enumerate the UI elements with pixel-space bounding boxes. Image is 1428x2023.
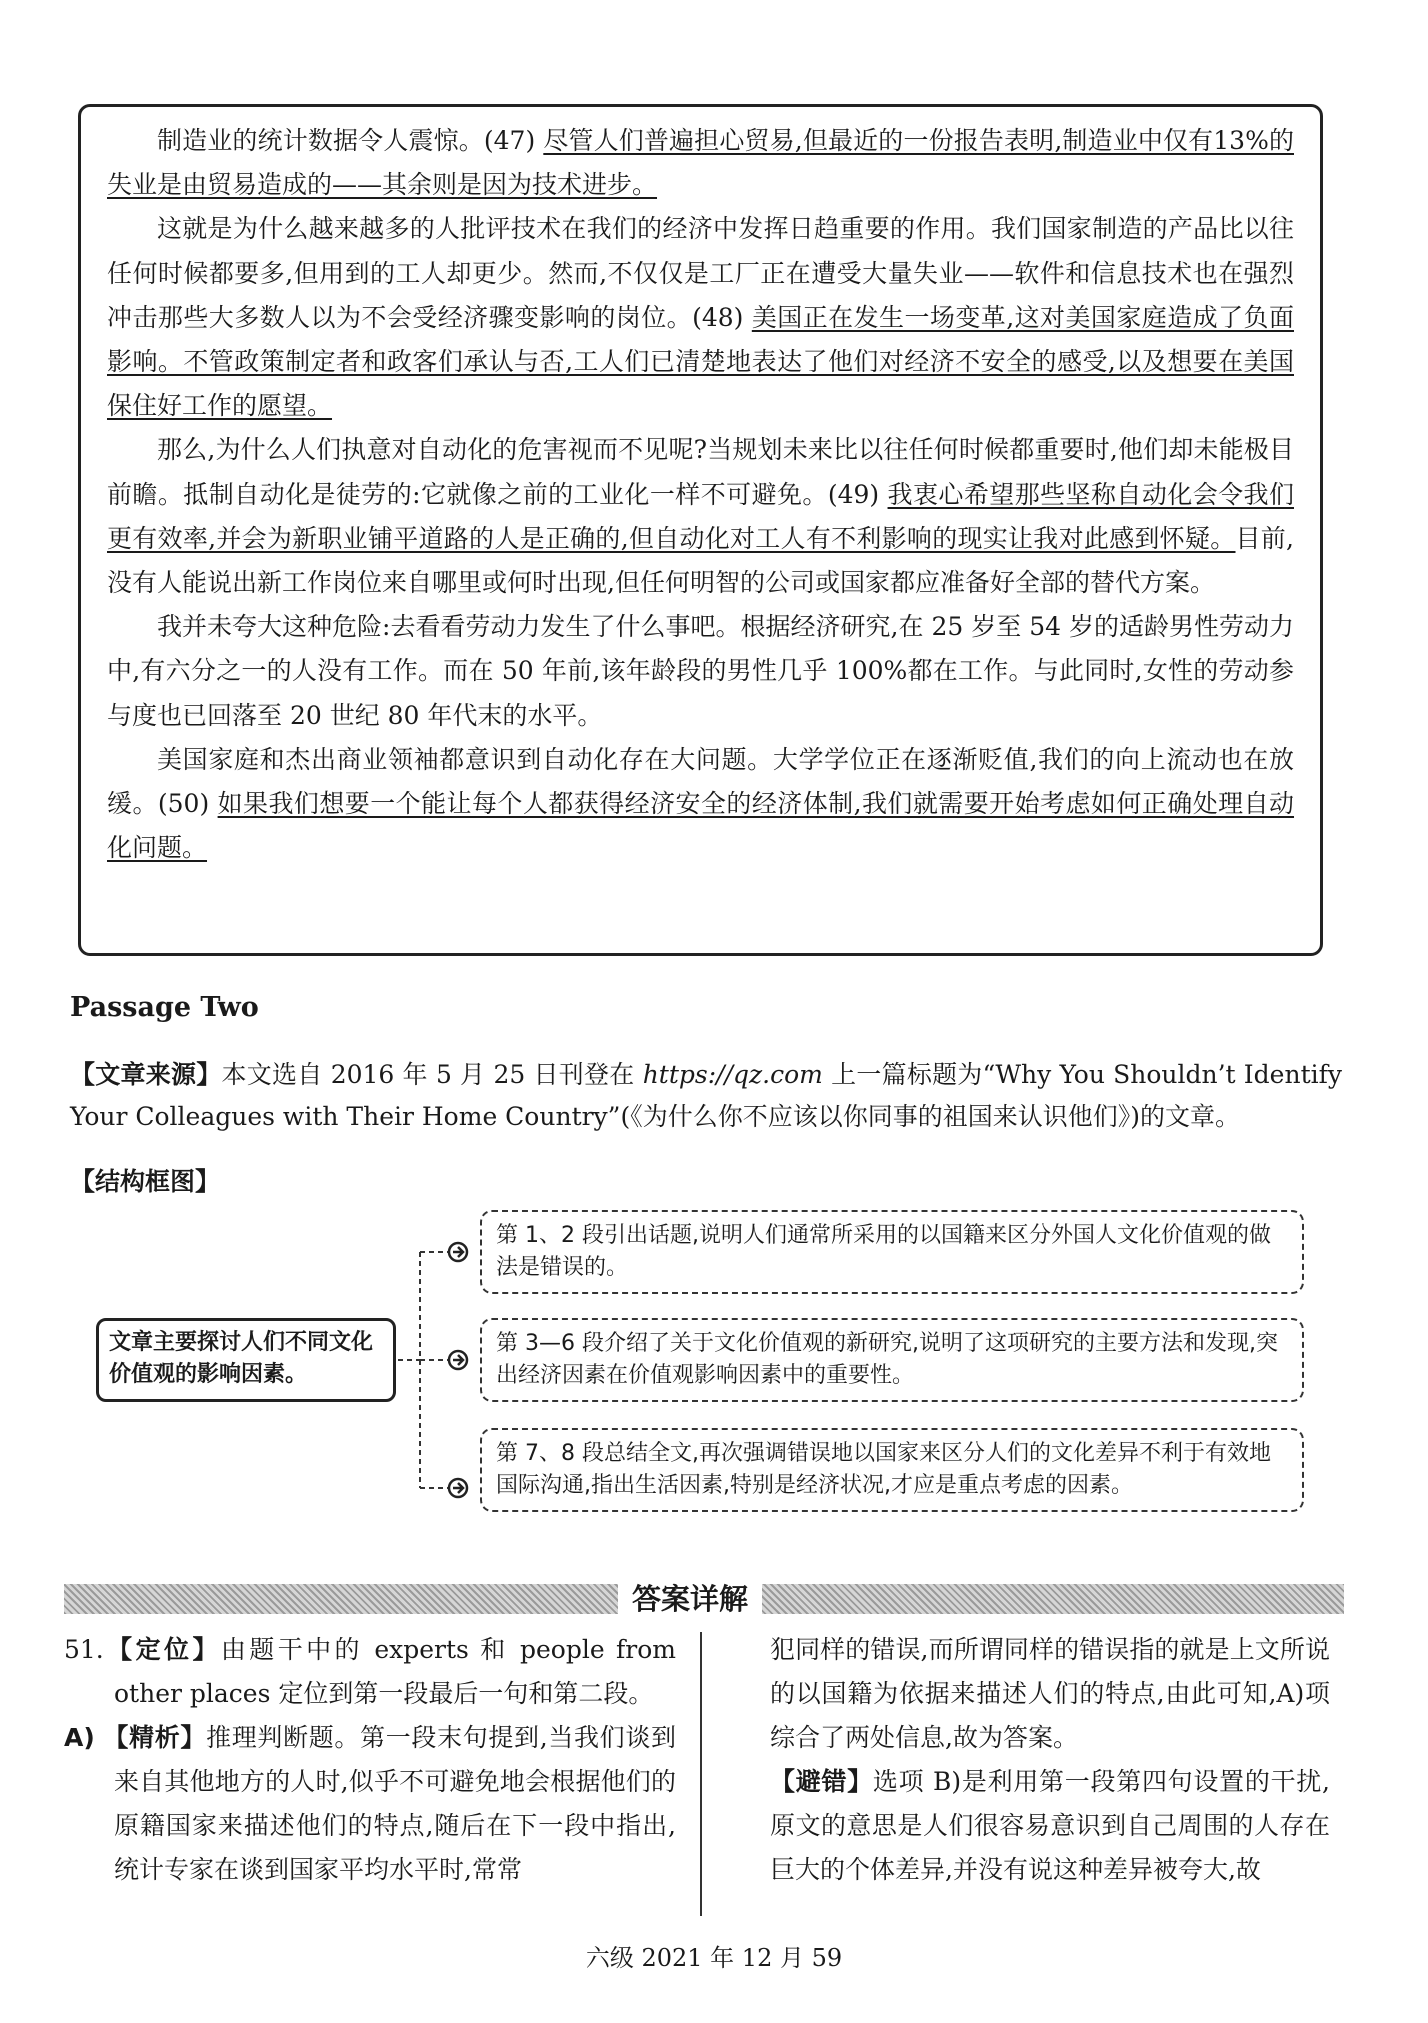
answer-header-title: 答案详解 <box>618 1578 762 1620</box>
q51-analysis-continued: 犯同样的错误,而所谓同样的错误指的就是上文所说的以国籍为依据来描述人们的特点,由此可知,A)项综合了两处信息,故为答案。 <box>770 1635 1330 1752</box>
translation-paragraph-4: 我并未夸大这种危险:去看看劳动力发生了什么事吧。根据经济研究,在 25 岁至 54 岁的适龄男性劳动力中,有六分之一的人没有工作。而在 50 年前,该年龄段的男性几乎 100%都在工作。与此同时,女性的劳动参与度也已回落至 20 世纪 80 年代末的水平。 <box>107 612 1294 730</box>
translation-paragraph-1: 制造业的统计数据令人震惊。(47) 尽管人们普遍担心贸易,但最近的一份报告表明,制造业中仅有13%的失业是由贸易造成的——其余则是因为技术进步。 <box>107 126 1294 200</box>
passage-two-title: Passage Two <box>70 992 259 1023</box>
answer-column-left <box>64 1628 676 1892</box>
q51-locate: 51.【定位】由题干中的 experts 和 people from other places 定位到第一段最后一句和第二段。 <box>64 1635 676 1708</box>
column-divider <box>700 1632 702 1916</box>
source-label: 【文章来源】 <box>70 1060 222 1089</box>
translation-paragraph-3: 那么,为什么人们执意对自动化的危害视而不见呢?当规划未来比以往任何时候都重要时,他们却未能极目前瞻。抵制自动化是徒劳的:它就像之前的工业化一样不可避免。(49) 我衷心希望那些坚称自动化会令我们更有效率,并会为新职业铺平道路的人是正确的,但自动化对工人有不利影响的现实让我对此感到怀疑。目前,没有人能说出新工作岗位来自哪里或何时出现,但任何明智的公司或国家都应准备好全部的替代方案。 <box>107 435 1294 598</box>
structure-label: 【结构框图】 <box>70 1167 221 1196</box>
source-url: https://qz.com <box>642 1060 823 1089</box>
arrow-icon <box>449 1351 467 1369</box>
underlined-sentence-50: 如果我们想要一个能让每个人都获得经济安全的经济体制,我们就需要开始考虑如何正确处理自动化问题。 <box>107 789 1295 863</box>
underlined-sentence-49: 我衷心希望那些坚称自动化会令我们更有效率,并会为新职业铺平道路的人是正确的,但自动化对工人有不利影响的现实让我对此感到怀疑。 <box>107 479 1294 553</box>
structure-box-3: 第 7、8 段总结全文,再次强调错误地以国家来区分人们的文化差异不利于有效地国际沟通,指出生活因素,特别是经济状况,才应是重点考虑的因素。 <box>480 1428 1304 1512</box>
q51-analysis: A) 【精析】推理判断题。第一段末句提到,当我们谈到来自其他地方的人时,似乎不可避免地会根据他们的原籍国家来描述他们的特点,随后在下一段中指出,统计专家在谈到国家平均水平时,常常 <box>64 1723 676 1884</box>
structure-main-box: 文章主要探讨人们不同文化价值观的影响因素。 <box>96 1318 396 1402</box>
underlined-sentence-47: 尽管人们普遍担心贸易,但最近的一份报告表明,制造业中仅有13%的失业是由贸易造成的——其余则是因为技术进步。 <box>107 126 1294 200</box>
translation-paragraph-5: 美国家庭和杰出商业领袖都意识到自动化存在大问题。大学学位正在逐渐贬值,我们的向上流动也在放缓。(50) 如果我们想要一个能让每个人都获得经济安全的经济体制,我们就需要开始考虑如何正确处理自动化问题。 <box>107 744 1295 863</box>
q51-avoid-error: 【避错】选项 B)是利用第一段第四句设置的干扰,原文的意思是人们很容易意识到自己周围的人存在巨大的个体差异,并没有说这种差异被夸大,故 <box>770 1767 1330 1884</box>
arrow-icon <box>449 1243 467 1261</box>
article-source: 【文章来源】本文选自 2016 年 5 月 25 日刊登在 https://qz.com 上一篇标题为“Why You Shouldn’t Identify Your Colleagues with Their Home Country”(《为什么你不应该以你同事的祖国来认识他们》)的文章。 <box>70 1060 1342 1131</box>
translation-paragraph-2: 这就是为什么越来越多的人批评技术在我们的经济中发挥日趋重要的作用。我们国家制造的产品比以往任何时候都要多,但用到的工人却更少。然而,不仅仅是工厂正在遭受大量失业——软件和信息技术也在强烈冲击那些大多数人以为不会受经济骤变影响的岗位。(48) 美国正在发生一场变革,这对美国家庭造成了负面影响。不管政策制定者和政客们承认与否,工人们已清楚地表达了他们对经济不安全的感受,以及想要在美国保住好工作的愿望。 <box>107 214 1294 421</box>
underlined-sentence-48: 美国正在发生一场变革,这对美国家庭造成了负面影响。不管政策制定者和政客们承认与否,工人们已清楚地表达了他们对经济不安全的感受,以及想要在美国保住好工作的愿望。 <box>107 302 1294 421</box>
arrow-icon <box>449 1479 467 1497</box>
structure-box-2: 第 3—6 段介绍了关于文化价值观的新研究,说明了这项研究的主要方法和发现,突出经济因素在价值观影响因素中的重要性。 <box>480 1318 1304 1402</box>
structure-box-1: 第 1、2 段引出话题,说明人们通常所采用的以国籍来区分外国人文化价值观的做法是错误的。 <box>480 1210 1304 1294</box>
page-footer: 六级 2021 年 12 月 59 <box>585 1944 843 1972</box>
answer-column-right <box>770 1628 1330 1892</box>
